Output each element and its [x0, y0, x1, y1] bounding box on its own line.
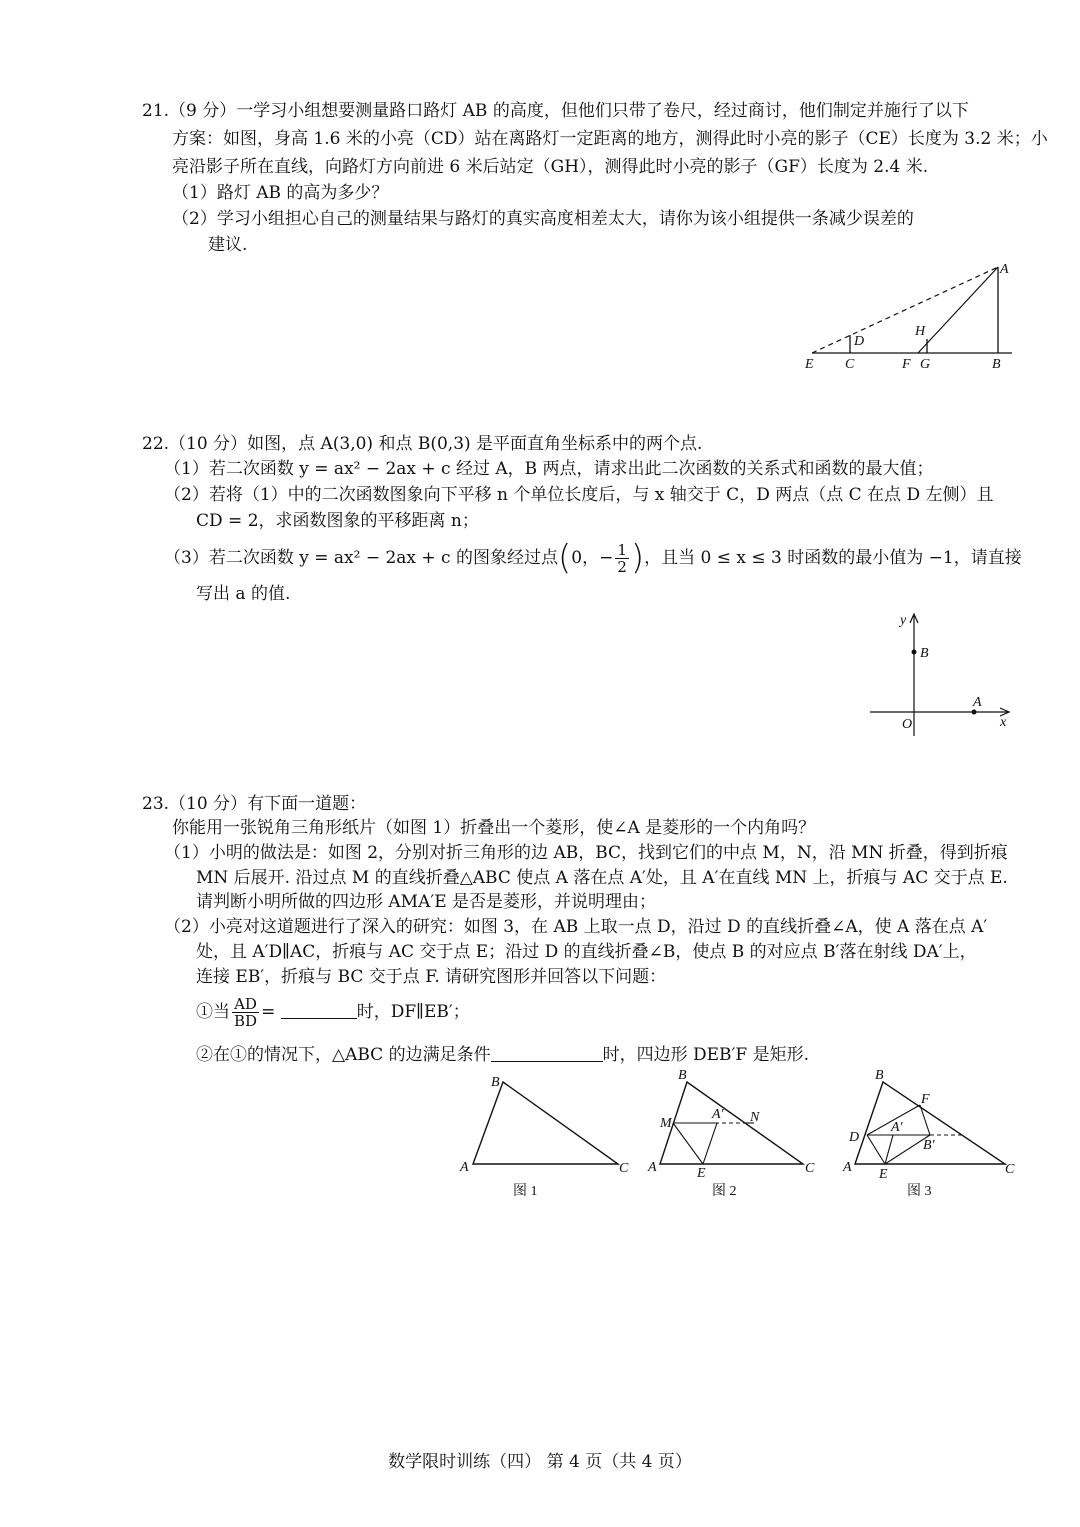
label-y-axis: y: [900, 613, 907, 628]
fraction-ad-bd: [232, 996, 259, 1029]
label-C: C: [1005, 1162, 1015, 1177]
q23-part-2-cont-1: 处，且 A′D∥AC，折痕与 AC 交于点 E；沿过 D 的直线折叠∠B，使点 B 的对应点 B′落在射线 DA′上，: [196, 942, 977, 962]
q22-part-1: （1）若二次函数 y = ax² − 2ax + c 经过 A，B 两点，请求出此二次函数的关系式和函数的最大值；: [164, 459, 934, 479]
label-E: E: [697, 1166, 706, 1181]
q23-sub-1: [196, 995, 470, 1029]
q22-part-2-cont: CD = 2，求函数图象的平移距离 n；: [196, 511, 479, 531]
fraction-numerator: 1: [617, 541, 627, 559]
q22-part-3-cont: 写出 a 的值.: [196, 584, 291, 604]
paren-left: (: [557, 538, 572, 578]
label-H: H: [915, 324, 926, 339]
q23-sub-1-c: 时，DF∥EB′；: [356, 1002, 470, 1022]
label-B: B: [491, 1075, 500, 1090]
q23-part-1-cont-1: MN 后展开. 沿过点 M 的直线折叠△ABC 使点 A 落在点 A′处，且 A′在直线 MN 上，折痕与 AC 交于点 E.: [196, 868, 1008, 888]
label-B: B: [678, 1068, 687, 1083]
q23-part-1-cont-2: 请判断小明所做的四边形 AMA′E 是否是菱形，并说明理由；: [196, 892, 657, 912]
figure-3-caption: 图 3: [907, 1184, 932, 1199]
q23-sub-1-a: ①当: [196, 1002, 230, 1022]
q23-sub-2-b: 时，四边形 DEB′F 是矩形.: [602, 1045, 809, 1065]
label-origin: O: [902, 717, 913, 732]
label-A-prime: A′: [712, 1107, 724, 1122]
label-x-axis: x: [1000, 715, 1007, 730]
q21-part-1: （1）路灯 AB 的高为多少？: [172, 183, 389, 203]
q21-line-2: 方案：如图，身高 1.6 米的小亮（CD）站在离路灯一定距离的地方，测得此时小亮的影子（CE）长度为 3.2 米；小: [172, 129, 1048, 149]
label-A-prime: A′: [891, 1120, 903, 1135]
q22-part-3: [164, 540, 1022, 576]
q23-sub-2-a: ②在①的情况下，△ABC 的边满足条件: [196, 1045, 491, 1065]
q22-part-3-a: （3）若二次函数 y = ax² − 2ax + c 的图象经过点: [164, 548, 558, 568]
label-A: A: [460, 1160, 469, 1175]
label-F: F: [921, 1092, 930, 1107]
streetlight-figure: [790, 255, 1030, 384]
label-G: G: [920, 357, 931, 372]
q22-part-3-c: ，且当 0 ≤ x ≤ 3 时函数的最小值为 −1，请直接: [644, 548, 1022, 568]
q21-part-2: （2）学习小组担心自己的测量结果与路灯的真实高度相差太大，请你为该小组提供一条减少误差的: [172, 209, 914, 229]
label-B: B: [920, 646, 929, 661]
label-F: F: [902, 357, 911, 372]
q21-line-3: 亮沿影子所在直线，向路灯方向前进 6 米后站定（GH），测得此时小亮的影子（GF）长度为 2.4 米.: [172, 157, 929, 177]
label-D: D: [854, 334, 865, 349]
q23-equals: =: [261, 1002, 276, 1022]
q23-part-1: （1）小明的做法是：如图 2，分别对折三角形的边 AB，BC，找到它们的中点 M，N，沿 MN 折叠，得到折痕: [164, 843, 1008, 863]
q23-line-1: 23.（10 分）有下面一道题：: [142, 794, 367, 814]
fraction-numerator: AD: [232, 996, 259, 1013]
label-C: C: [619, 1161, 629, 1176]
coordinate-figure: [866, 608, 1016, 752]
label-A: A: [973, 695, 982, 710]
label-E: E: [805, 357, 814, 372]
label-M: M: [660, 1116, 672, 1131]
q23-sub-2: [196, 1043, 809, 1066]
fraction-half: [615, 542, 629, 575]
figure-3: [835, 1065, 1025, 1204]
paren-right: ): [630, 538, 645, 578]
q23-line-2: 你能用一张锐角三角形纸片（如图 1）折叠出一个菱形，使∠A 是菱形的一个内角吗？: [172, 818, 816, 838]
label-B: B: [875, 1068, 884, 1083]
q23-part-2-cont-2: 连接 EB′，折痕与 BC 交于点 F. 请研究图形并回答以下问题：: [196, 967, 667, 987]
figure-1-caption: 图 1: [513, 1184, 538, 1199]
figure-2-caption: 图 2: [712, 1184, 737, 1199]
label-C: C: [805, 1161, 815, 1176]
label-B-prime: B′: [923, 1138, 935, 1153]
page-footer: 数学限时训练（四） 第 4 页（共 4 页）: [388, 1452, 692, 1472]
figure-1: [455, 1068, 640, 1207]
label-N: N: [750, 1110, 760, 1125]
answer-blank-1[interactable]: [281, 1000, 357, 1019]
q21-part-2-cont: 建议.: [208, 235, 248, 255]
fraction-denominator: 2: [617, 558, 627, 576]
answer-blank-2[interactable]: [491, 1043, 603, 1062]
label-A: A: [648, 1160, 657, 1175]
label-A: A: [843, 1160, 852, 1175]
q22-line-1: 22.（10 分）如图，点 A(3,0) 和点 B(0,3) 是平面直角坐标系中的两个点.: [142, 434, 703, 454]
label-B: B: [992, 357, 1001, 372]
q21-line-1: 21.（9 分）一学习小组想要测量路口路灯 AB 的高度，但他们只带了卷尺，经过商讨，他们制定并施行了以下: [142, 101, 969, 121]
label-C: C: [845, 357, 855, 372]
label-A: A: [1000, 262, 1009, 277]
q22-part-2: （2）若将（1）中的二次函数图象向下平移 n 个单位长度后，与 x 轴交于 C，D 两点（点 C 在点 D 左侧）且: [164, 485, 994, 505]
fraction-denominator: BD: [234, 1012, 258, 1030]
figure-2: [640, 1065, 825, 1204]
label-D: D: [849, 1130, 860, 1145]
q23-part-2: （2）小亮对这道题进行了深入的研究：如图 3，在 AB 上取一点 D，沿过 D 的直线折叠∠A，使 A 落在点 A′: [164, 917, 988, 937]
label-E: E: [879, 1167, 888, 1182]
q22-point: 0，−: [571, 548, 614, 568]
